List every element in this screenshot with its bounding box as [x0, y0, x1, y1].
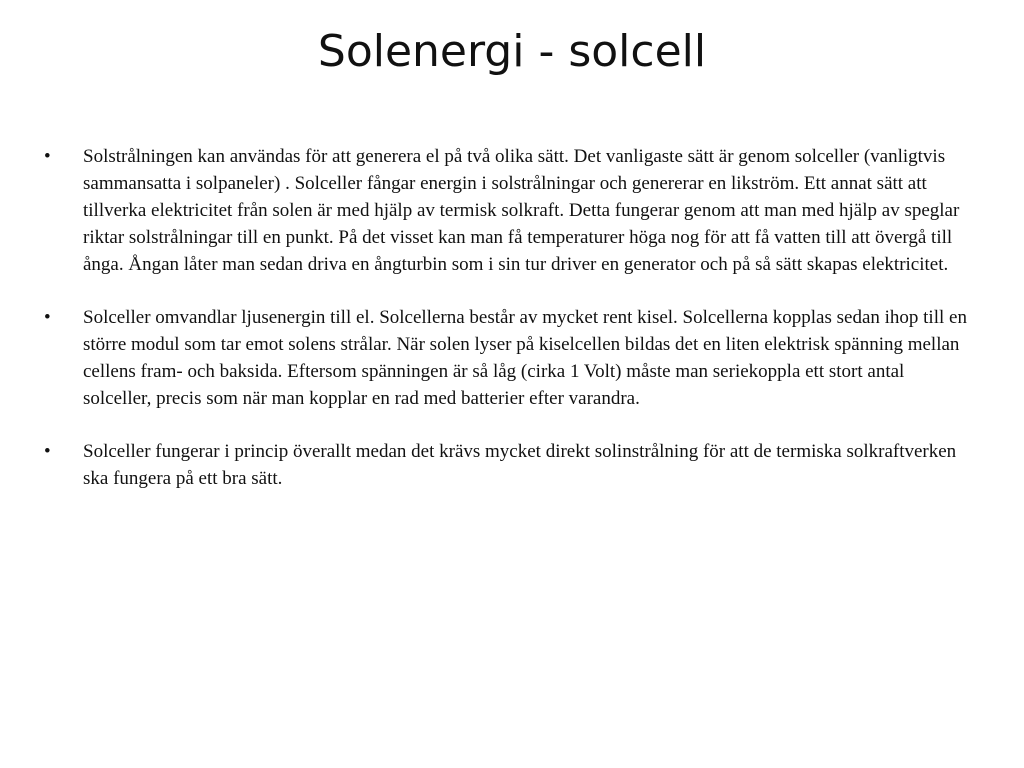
bullet-text-1: Solstrålningen kan användas för att generera el på två olika sätt. Det vanligaste sätt är genom solceller (vanligtvis sammansatta i solpaneler) . Solceller fångar energin i solstrålningar och genererar en likström. Ett annat sätt att tillverka elektricitet från solen är med hjälp av termisk solkraft. Detta fungerar genom att man med hjälp av speglar riktar solstrålningar till en punkt. På det visset kan man få temperaturer höga nog för att få vatten till att övergå till ånga. Ångan låter man sedan driva en ångturbin som i sin tur driver en generator och på så sätt skapas elektricitet. [83, 146, 960, 275]
bullet-marker: • [44, 307, 51, 328]
bullet-text-2: Solceller omvandlar ljusenergin till el. Solcellerna består av mycket rent kisel. Solcellerna kopplas sedan ihop till en större modul som tar emot solens strålar. När solen lyser på kiselcellen bildas det en liten elektrisk spänning mellan cellens fram- och baksida. Eftersom spänningen är så låg (cirka 1 Volt) måste man seriekoppla ett stort antal solceller, precis som när man kopplar en rad med batterier efter varandra. [83, 307, 967, 409]
bullet-list [44, 143, 976, 518]
bullet-item-3 [44, 438, 976, 492]
bullet-marker: • [44, 146, 51, 167]
bullet-item-1 [44, 143, 976, 278]
slide-title: Solenergi - solcell [317, 26, 707, 77]
bullet-item-2 [44, 304, 976, 412]
bullet-marker: • [44, 441, 51, 462]
bullet-text-3: Solceller fungerar i princip överallt medan det krävs mycket direkt solinstrålning för att de termiska solkraftverken ska fungera på ett bra sätt. [83, 441, 957, 489]
